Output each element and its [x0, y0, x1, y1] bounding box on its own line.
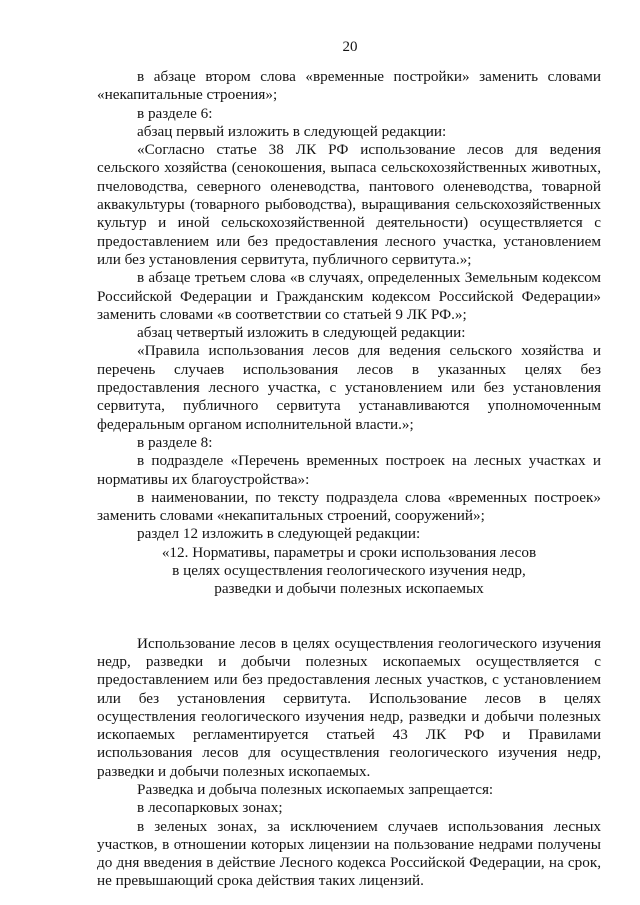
section-heading-line: «12. Нормативы, параметры и сроки использования лесов: [161, 543, 537, 561]
page-number: 20: [342, 39, 358, 55]
paragraph: Использование лесов в целях осуществления геологического изучения недр, разведки и добычи полезных ископаемых осуществляется с предоставлением или без предоставления лесных участков, с установлением или без установления сервитута. Использование лесов в целях осуществления геологического изучения недр, разведки и добычи полезных ископаемых регламентируется статьей 43 ЛК РФ и Правилами использования лесов для осуществления геологического изучения недр, разведки и добычи полезных ископаемых.: [97, 634, 601, 780]
document-body: [97, 68, 601, 891]
paragraph: в наименовании, по тексту подраздела слова «временных построек» заменить словами «некапитальных строений, сооружений»;: [97, 488, 601, 525]
blank-space: [97, 599, 601, 635]
paragraph: «Согласно статье 38 ЛК РФ использование лесов для ведения сельского хозяйства (сенокошения, выпаса сельскохозяйственных животных, пчеловодства, северного оленеводства, пантового оленеводства, товарной аквакультуры (товарного рыбоводства), выращивания сельскохозяйственных культур и иной сельскохозяйственной деятельности) осуществляется с предоставлением или без предоставления лесного участка, установлением или без установления сервитута, публичного сервитута.»;: [97, 141, 601, 268]
paragraph: в разделе 6:: [137, 104, 213, 122]
paragraph: в разделе 8:: [137, 433, 213, 451]
paragraph: в подразделе «Перечень временных построек на лесных участках и нормативы их благоустройства»:: [97, 452, 601, 488]
section-heading-line: разведки и добычи полезных ископаемых: [214, 580, 484, 598]
paragraph: «Правила использования лесов для ведения сельского хозяйства и перечень случаев использования лесов в указанных целях без предоставления лесного участка, с установлением или без установления сервитута, публичного сервитута устанавливаются уполномоченным федеральным органом исполнительной власти.»;: [97, 342, 601, 433]
paragraph: в зеленых зонах, за исключением случаев использования лесных участков, в отношении которых лицензии на пользование недрами получены до дня введения в действие Лесного кодекса Российской Федерации, на срок, не превышающий срока действия таких лицензий.: [97, 817, 601, 890]
paragraph: раздел 12 изложить в следующей редакции:: [137, 525, 421, 543]
paragraph: в абзаце втором слова «временные постройки» заменить словами «некапитальные строения»;: [97, 68, 601, 104]
paragraph: в абзаце третьем слова «в случаях, определенных Земельным кодексом Российской Федерации и Гражданским кодексом Российской Федерации» заменить словами «в соответствии со статьей 9 ЛК РФ.»;: [97, 269, 601, 323]
paragraph: абзац первый изложить в следующей редакции:: [137, 122, 447, 140]
paragraph: Разведка и добыча полезных ископаемых запрещается:: [137, 780, 494, 798]
paragraph: абзац четвертый изложить в следующей редакции:: [137, 324, 466, 342]
section-heading-line: в целях осуществления геологического изучения недр,: [172, 562, 526, 580]
paragraph: в лесопарковых зонах;: [137, 799, 283, 817]
